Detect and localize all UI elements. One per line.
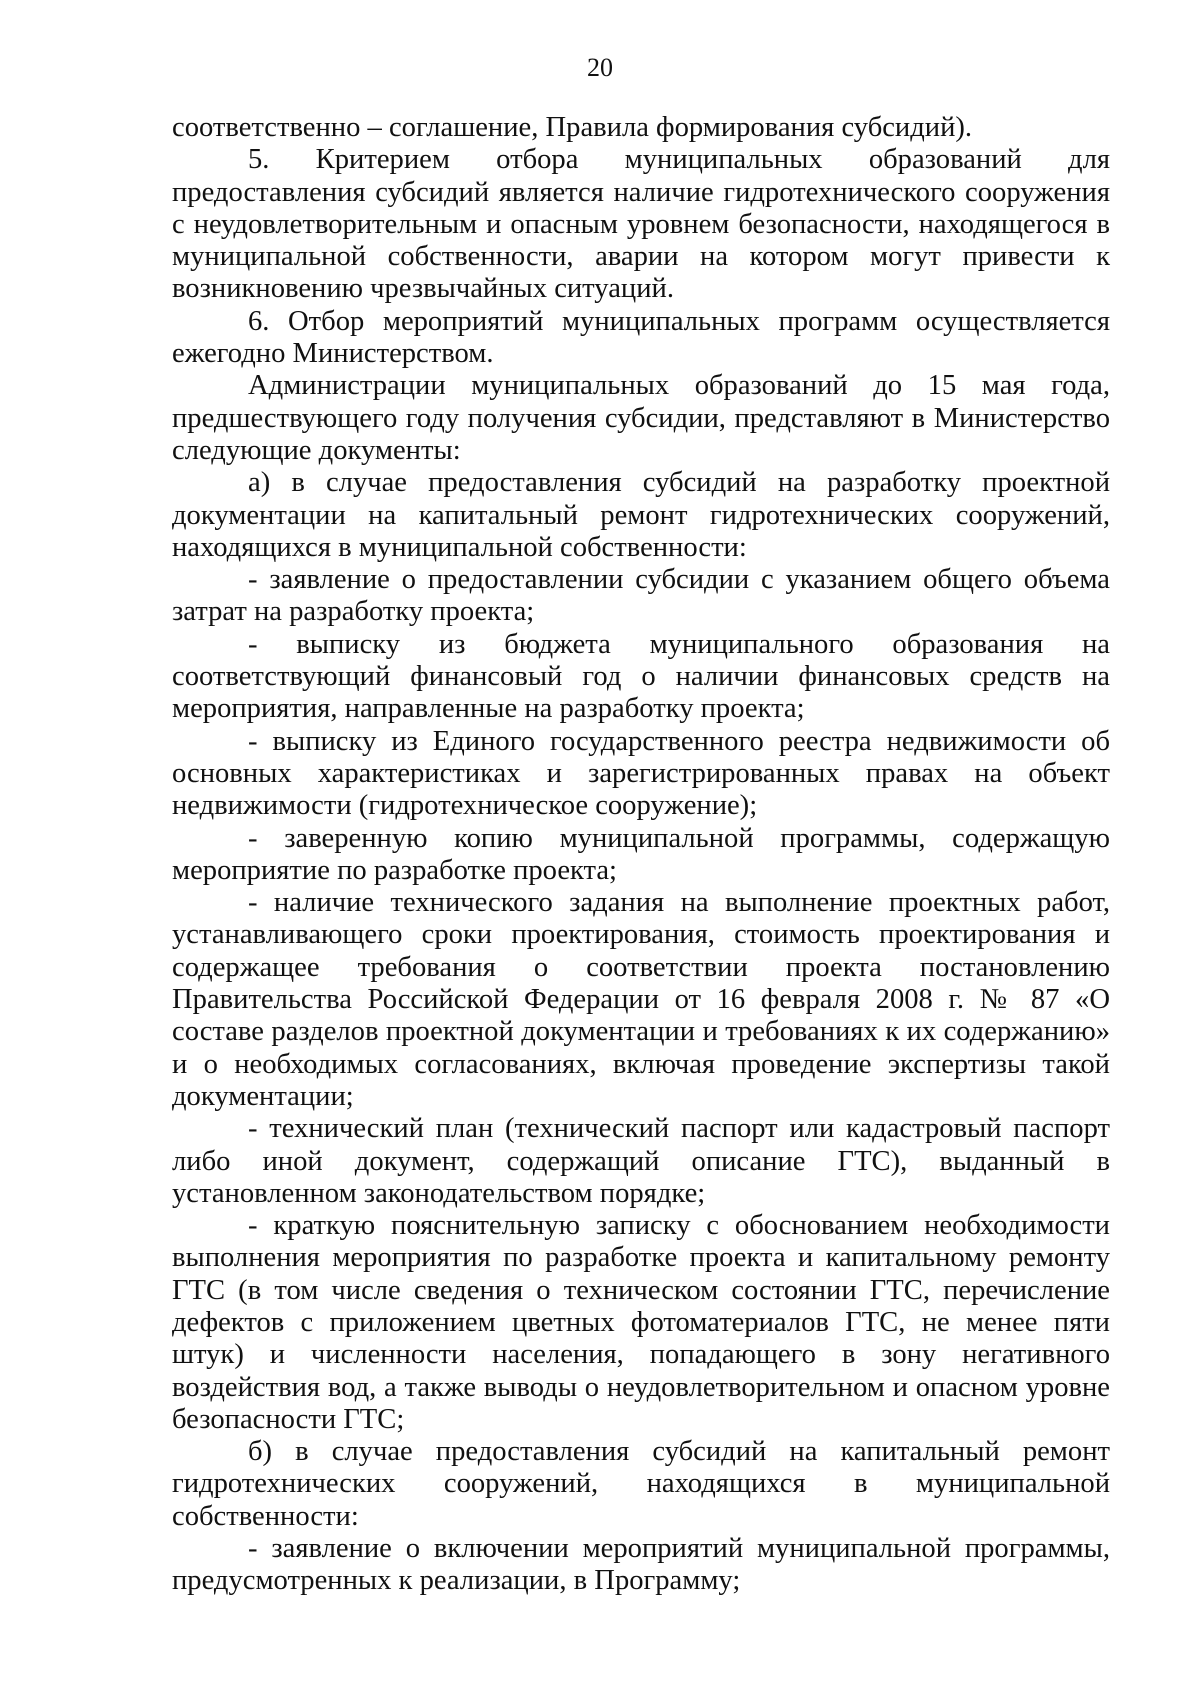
paragraph: Администрации муниципальных образований до 15 мая года, предшествующего году получения субсидии, представляют в Министерство следующие документы: <box>172 370 1110 466</box>
paragraph: - наличие технического задания на выполнение проектных работ, устанавливающего сроки проектирования, стоимость проектирования и содержащее требования о соответствии проекта постановлению Правительства Российской Федерации от 16 февраля 2008 г. № 87 «О составе разделов проектной документации и требованиях к их содержанию» и о необходимых согласованиях, включая проведение экспертизы такой документации; <box>172 887 1110 1112</box>
paragraph: соответственно – соглашение, Правила формирования субсидий). <box>172 112 973 143</box>
paragraph: - выписку из бюджета муниципального образования на соответствующий финансовый год о наличии финансовых средств на мероприятия, направленные на разработку проекта; <box>172 628 1110 725</box>
paragraph: - технический план (технический паспорт или кадастровый паспорт либо иной документ, содержащий описание ГТС), выданный в установленном законодательством порядке; <box>172 1113 1110 1209</box>
paragraph: - заявление о включении мероприятий муниципальной программы, предусмотренных к реализации, в Программу; <box>172 1533 1110 1597</box>
paragraph: - краткую пояснительную записку с обоснованием необходимости выполнения мероприятия по разработке проекта и капитальному ремонту ГТС (в том числе сведения о техническом состоянии ГТС, перечисление дефектов с приложением цветных фотоматериалов ГТС, не менее пяти штук) и численности населения, попадающего в зону негативного воздействия вод, а также выводы о неудовлетворительном и опасном уровне безопасности ГТС; <box>172 1210 1110 1435</box>
paragraph: б) в случае предоставления субсидий на капитальный ремонт гидротехнических сооружений, находящихся в муниципальной собственности: <box>172 1436 1110 1532</box>
document-body <box>172 112 1110 1598</box>
page-number: 20 <box>587 53 613 82</box>
paragraph: 6. Отбор мероприятий муниципальных программ осуществляется ежегодно Министерством. <box>172 305 1110 370</box>
paragraph: - заверенную копию муниципальной программы, содержащую мероприятие по разработке проекта; <box>172 822 1110 886</box>
paragraph: - выписку из Единого государственного реестра недвижимости об основных характеристиках и зарегистрированных правах на объект недвижимости (гидротехническое сооружение); <box>172 725 1110 822</box>
paragraph: а) в случае предоставления субсидий на разработку проектной документации на капитальный ремонт гидротехнических сооружений, находящихся в муниципальной собственности: <box>172 467 1110 563</box>
paragraph: - заявление о предоставлении субсидии с указанием общего объема затрат на разработку проекта; <box>172 564 1110 628</box>
paragraph: 5. Критерием отбора муниципальных образований для предоставления субсидий является наличие гидротехнического сооружения с неудовлетворительным и опасным уровнем безопасности, находящегося в муниципальной собственности, аварии на котором могут привести к возникновению чрезвычайных ситуаций. <box>172 144 1110 305</box>
